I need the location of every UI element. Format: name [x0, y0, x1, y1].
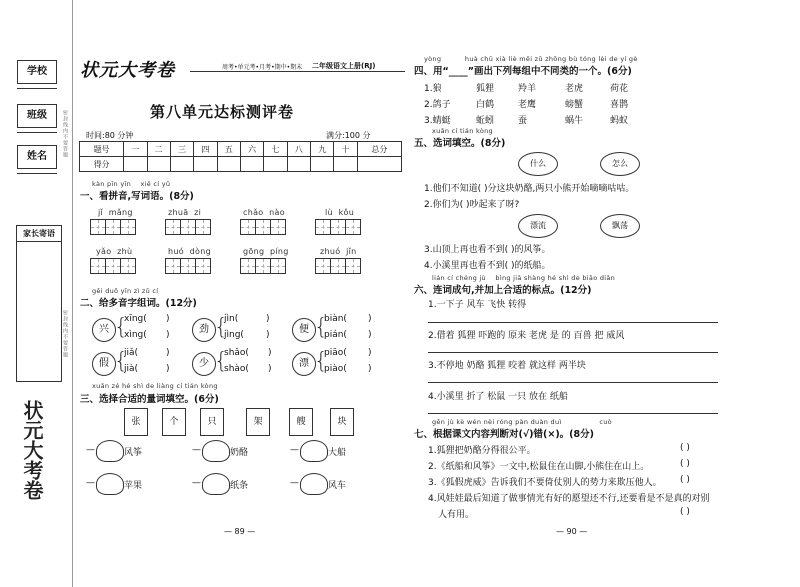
paren-close: )	[368, 348, 372, 358]
item-noun: 大船	[328, 448, 347, 458]
brace: {	[314, 315, 328, 340]
score-head-3: 三	[170, 142, 193, 157]
s7-q2: 2.《纸船和风筝》一文中,松鼠住在山脚,小熊住在山上。	[428, 462, 650, 472]
reading-a: shǎo(	[224, 348, 249, 358]
s3-title: 三、选择合适的量词填空。(6分)	[80, 394, 219, 405]
score-cell[interactable]	[240, 157, 263, 172]
reading-a: biàn(	[324, 314, 347, 324]
answer-line[interactable]	[428, 413, 718, 414]
measure-word-tag: 只	[200, 408, 224, 436]
char-grid[interactable]	[165, 219, 210, 235]
score-head-9: 九	[311, 142, 334, 157]
pinyin-word: huó dòng	[168, 247, 211, 256]
page-number-left: — 89 —	[224, 527, 256, 536]
s6-q4: 4.小溪里 折了 松鼠 一只 放在 纸船	[428, 392, 568, 402]
option[interactable]: 羚羊	[518, 84, 537, 94]
dash: —	[192, 478, 201, 488]
paren-close: )	[166, 364, 170, 374]
answer-peach[interactable]	[96, 440, 124, 462]
paren-close: )	[368, 314, 372, 324]
item-noun: 苹果	[124, 481, 143, 491]
dash: —	[290, 478, 299, 488]
score-head-6: 六	[240, 142, 263, 157]
paren-close: )	[266, 330, 270, 340]
s1-title: 一、看拼音,写词语。(8分)	[80, 191, 194, 202]
judge-paren[interactable]: ( )	[680, 443, 690, 453]
s5-pinyin: xuǎn cí tián kòng	[432, 127, 493, 135]
dash: —	[86, 478, 95, 488]
paren-close: )	[268, 364, 272, 374]
school-line	[17, 88, 57, 89]
brace: {	[314, 349, 328, 374]
paren-close: )	[166, 348, 170, 358]
dash: —	[192, 445, 201, 455]
answer-peach[interactable]	[300, 473, 328, 495]
score-cell[interactable]	[217, 157, 240, 172]
score-cell[interactable]	[264, 157, 287, 172]
parent-label: 家长寄语	[17, 226, 61, 242]
brand-logo: 状元大考卷	[80, 60, 175, 81]
header-tags: 周考•单元考•月考•期中•期末	[222, 64, 303, 71]
s7-q4: 4.风娃娃最后知道了做事情光有好的愿望还不行,还要看是不是真的对别	[428, 494, 710, 504]
s5-q2: 2.你们为( )吵起来了呀?	[424, 200, 520, 210]
item-noun: 纸条	[230, 481, 249, 491]
time-label: 时间:80 分钟	[86, 131, 134, 140]
reading-b: xìng(	[124, 330, 147, 340]
brace: {	[214, 315, 228, 340]
option[interactable]: 白鹤	[476, 100, 495, 110]
page-number-right: — 90 —	[556, 527, 588, 536]
polyphone-char: 劲	[192, 318, 216, 342]
name-line	[17, 173, 57, 174]
option[interactable]: 老虎	[565, 84, 584, 94]
score-cell[interactable]	[170, 157, 193, 172]
s7-title: 七、根据课文内容判断对(√)错(×)。(8分)	[414, 429, 594, 440]
polyphone-char: 少	[192, 352, 216, 376]
paren-close: )	[266, 314, 270, 324]
answer-peach[interactable]	[300, 440, 328, 462]
score-head-4: 四	[194, 142, 217, 157]
score-cell[interactable]	[287, 157, 310, 172]
s1-pinyin: kàn pīn yīn xiě cí yǔ	[92, 180, 171, 188]
polyphone-char: 兴	[92, 318, 116, 342]
pinyin-word: lù kǒu	[325, 208, 355, 217]
s4-pinyin: yòng huà chū xià liè měi zǔ zhōng bù tóng lèi de yí gè	[424, 55, 638, 63]
item-noun: 风车	[328, 481, 347, 491]
reading-a: jiǎ(	[124, 348, 139, 358]
score-head-0: 题号	[80, 142, 124, 157]
paren-close: )	[368, 364, 372, 374]
option[interactable]: 蜗牛	[565, 116, 584, 126]
score-cell[interactable]	[194, 157, 217, 172]
polyphone-char: 便	[292, 318, 316, 342]
answer-peach[interactable]	[202, 473, 230, 495]
book-label: 二年级语文上册(RJ)	[312, 62, 376, 70]
reading-b: jià(	[124, 364, 139, 374]
pinyin-word: yǎo zhù	[96, 247, 133, 256]
s5-title: 五、选词填空。(8分)	[414, 138, 506, 149]
s5-q4: 4.小溪里再也看不到( )的纸船。	[424, 261, 551, 271]
word-cloud: 漂流	[518, 214, 558, 238]
option[interactable]: 狐狸	[476, 84, 495, 94]
char-grid[interactable]	[240, 219, 285, 235]
brace: {	[114, 349, 128, 374]
paren-close: )	[166, 330, 170, 340]
pinyin-word: chǎo nào	[243, 208, 285, 217]
score-cell[interactable]	[311, 157, 334, 172]
item-noun: 奶酪	[230, 448, 249, 458]
name-label: 姓名	[17, 145, 57, 169]
s7-pinyin: gēn jù kè wén nèi róng pàn duàn duì cuò	[432, 418, 612, 426]
option[interactable]: 蚯蚓	[476, 116, 495, 126]
char-grid[interactable]	[315, 258, 360, 274]
answer-line[interactable]	[428, 382, 718, 383]
s5-q1: 1.他们不知道( )分这块奶酪,两只小熊开始嘀嘀咕咕。	[424, 184, 635, 194]
score-head-10: 十	[334, 142, 357, 157]
reading-a: xīng(	[124, 314, 147, 324]
s7-q4-cont: 人有用。	[438, 510, 475, 520]
s7-q1: 1.狐狸把奶酪分得很公平。	[428, 446, 536, 456]
score-head-2: 二	[147, 142, 170, 157]
s5-q3: 3.山顶上再也看不到( )的风筝。	[424, 245, 551, 255]
score-cell[interactable]	[147, 157, 170, 172]
option[interactable]: 喜鹊	[610, 100, 629, 110]
class-label: 班级	[17, 104, 57, 128]
binding-strip	[0, 0, 73, 587]
full-score-label: 满分:100 分	[326, 131, 371, 140]
option[interactable]: 螃蟹	[565, 100, 584, 110]
answer-line[interactable]	[428, 352, 718, 353]
score-cell[interactable]	[124, 157, 147, 172]
brace: {	[214, 349, 228, 374]
word-cloud: 飘荡	[600, 214, 640, 238]
score-cell[interactable]	[357, 157, 401, 172]
pinyin-word: gōng píng	[243, 247, 289, 256]
paren-close: )	[368, 330, 372, 340]
s2-title: 二、给多音字组词。(12分)	[80, 298, 197, 309]
score-head-5: 五	[217, 142, 240, 157]
reading-b: pián(	[324, 330, 347, 340]
s4-title: 四、用“____”画出下列每组中不同类的一个。(6分)	[414, 66, 632, 77]
option[interactable]: 蚕	[518, 116, 528, 126]
char-grid[interactable]	[240, 258, 285, 274]
score-head-7: 七	[264, 142, 287, 157]
reading-b: jìng(	[224, 330, 244, 340]
school-label: 学校	[17, 60, 57, 84]
answer-peach[interactable]	[202, 440, 230, 462]
measure-word-tag: 架	[246, 408, 270, 436]
s7-q3: 3.《狐假虎威》告诉我们不要倚仗别人的势力来欺压他人。	[428, 478, 662, 488]
reading-b: piào(	[324, 364, 347, 374]
class-line	[17, 132, 57, 133]
s6-q1: 1.一下子 风车 飞快 转得	[428, 300, 527, 310]
s2-pinyin: gěi duō yīn zì zǔ cí	[92, 287, 159, 295]
answer-peach[interactable]	[96, 473, 124, 495]
score-cell[interactable]	[334, 157, 357, 172]
s3-pinyin: xuǎn zé hé shì de liàng cí tián kòng	[92, 382, 218, 390]
answer-line[interactable]	[428, 322, 718, 323]
s6-q3: 3.不停地 奶酪 狐狸 咬着 就这样 两半块	[428, 361, 586, 371]
brand-logo-vertical: 状元大考卷	[20, 400, 44, 500]
measure-word-tag: 艘	[289, 408, 313, 436]
char-grid[interactable]	[315, 219, 360, 235]
measure-word-tag: 个	[162, 408, 186, 436]
dash: —	[290, 445, 299, 455]
judge-paren[interactable]: ( )	[680, 459, 690, 469]
reading-b: shào(	[224, 364, 249, 374]
header-rule	[190, 71, 405, 72]
option[interactable]: 荷花	[610, 84, 629, 94]
exam-title: 第八单元达标测评卷	[150, 103, 295, 121]
s6-title: 六、连词成句,并加上合适的标点。(12分)	[414, 285, 592, 296]
pinyin-word: zhuó jǐn	[320, 247, 357, 256]
measure-word-tag: 张	[124, 408, 148, 436]
score-row-label: 得分	[80, 157, 124, 172]
group-2-label: 2.鸽子	[424, 100, 451, 110]
reading-a: piāo(	[324, 348, 347, 358]
polyphone-char: 假	[92, 352, 116, 376]
item-noun: 风筝	[124, 448, 143, 458]
score-head-11: 总分	[357, 142, 401, 157]
word-cloud: 什么	[518, 152, 558, 176]
seal-text-top: 密封线内不要答题	[62, 110, 68, 158]
score-table	[79, 141, 402, 172]
score-head-8: 八	[287, 142, 310, 157]
brace: {	[114, 315, 128, 340]
pinyin-word: jǐ mǎng	[98, 208, 133, 217]
group-3-label: 3.蜻蜓	[424, 116, 451, 126]
word-cloud: 怎么	[600, 152, 640, 176]
paren-close: )	[166, 314, 170, 324]
reading-a: jìn(	[224, 314, 239, 324]
option[interactable]: 蚂蚁	[610, 116, 629, 126]
paren-close: )	[268, 348, 272, 358]
s6-q2: 2.借着 狐狸 吓跑的 原来 老虎 是 的 百兽 把 威风	[428, 331, 625, 341]
s6-pinyin: lián cí chéng jù bìng jiā shàng hé shì de biāo diǎn	[432, 274, 616, 282]
pinyin-word: zhuā zi	[168, 208, 202, 217]
dash: —	[86, 445, 95, 455]
score-head-1: 一	[124, 142, 147, 157]
measure-word-tag: 块	[330, 408, 354, 436]
char-grid[interactable]	[165, 258, 210, 274]
parent-box	[16, 225, 62, 382]
judge-paren[interactable]: ( )	[680, 475, 690, 485]
char-grid[interactable]	[90, 258, 135, 274]
group-1-label: 1.狼	[424, 84, 442, 94]
char-grid[interactable]	[90, 219, 135, 235]
polyphone-char: 漂	[292, 352, 316, 376]
seal-text-bottom: 密封线内不要答题	[62, 310, 68, 358]
judge-paren[interactable]: ( )	[680, 507, 690, 517]
option[interactable]: 老鹰	[518, 100, 537, 110]
